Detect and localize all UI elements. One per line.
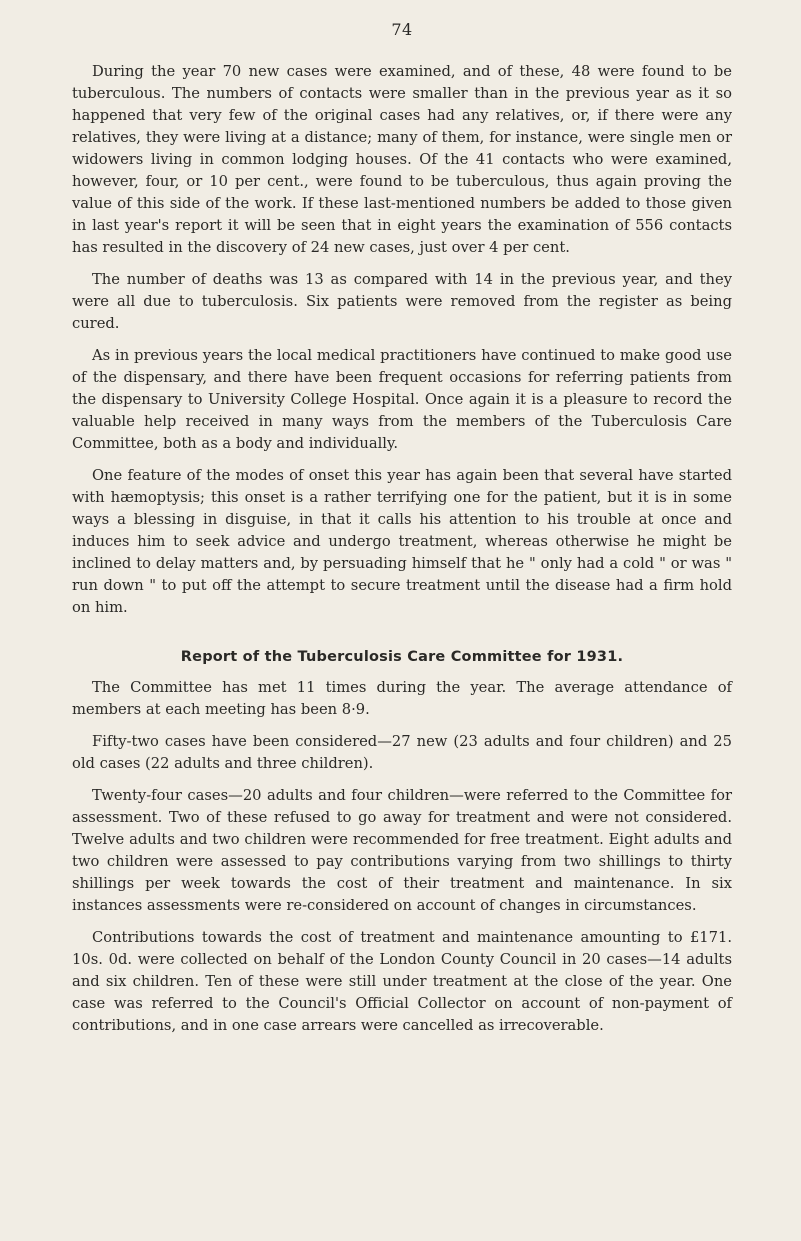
paragraph-cases-considered: Fifty-two cases have been considered—27 new (23 adults and four children) and 25 old cases (22 adults and three children). <box>72 733 732 772</box>
paragraph-onset: One feature of the modes of onset this year has again been that several have started with hæmoptysis; this onset is a rather terrifying one for the patient, but it is in some ways a blessing in disguise, in that it calls his attention to his trouble at once and induces him to seek advice and undergo treatment, whereas otherwise he might be inclined to delay matters and, by persuading himself that he " only had a cold " or was " run down " to put off the attempt to secure treatment until the disease had a firm hold on him. <box>72 467 732 616</box>
page-number: 74 <box>391 20 413 39</box>
document-page <box>72 20 732 1047</box>
paragraph-committee-meetings: The Committee has met 11 times during the year. The average attendance of members at each meeting has been 8·9. <box>72 679 732 718</box>
section-heading: Report of the Tuberculosis Care Committee for 1931. <box>180 649 624 665</box>
paragraph-deaths: The number of deaths was 13 as compared with 14 in the previous year, and they were all due to tuberculosis. Six patients were removed from the register as being cured. <box>72 271 732 332</box>
paragraph-assessment: Twenty-four cases—20 adults and four children—were referred to the Committee for assessment. Two of these refused to go away for treatment and were not considered. Twelve adults and two children were recommended for free treatment. Eight adults and two children were assessed to pay contributions varying from two shillings to thirty shillings per week towards the cost of their treatment and maintenance. In six instances assessments were re-considered on account of changes in circumstances. <box>72 787 732 914</box>
paragraph-practitioners: As in previous years the local medical practitioners have continued to make good use of the dispensary, and there have been frequent occasions for referring patients from the dispensary to University College Hospital. Once again it is a pleasure to record the valuable help received in many ways from the members of the Tuberculosis Care Committee, both as a body and individually. <box>72 347 732 452</box>
paragraph-contributions: Contributions towards the cost of treatment and maintenance amounting to £171. 10s. 0d. were collected on behalf of the London County Council in 20 cases—14 adults and six children. Ten of these were still under treatment at the close of the year. One case was referred to the Council's Official Collector on account of non-payment of contributions, and in one case arrears were cancelled as irrecoverable. <box>72 929 732 1034</box>
paragraph-new-cases: During the year 70 new cases were examined, and of these, 48 were found to be tuberculous. The numbers of contacts were smaller than in the previous year as it so happened that very few of the original cases had any relatives, or, if there were any relatives, they were living at a distance; many of them, for instance, were single men or widowers living in common lodging houses. Of the 41 contacts who were examined, however, four, or 10 per cent., were found to be tuberculous, thus again proving the value of this side of the work. If these last-mentioned numbers be added to those given in last year's report it will be seen that in eight years the examination of 556 contacts has resulted in the discovery of 24 new cases, just over 4 per cent. <box>72 63 732 256</box>
